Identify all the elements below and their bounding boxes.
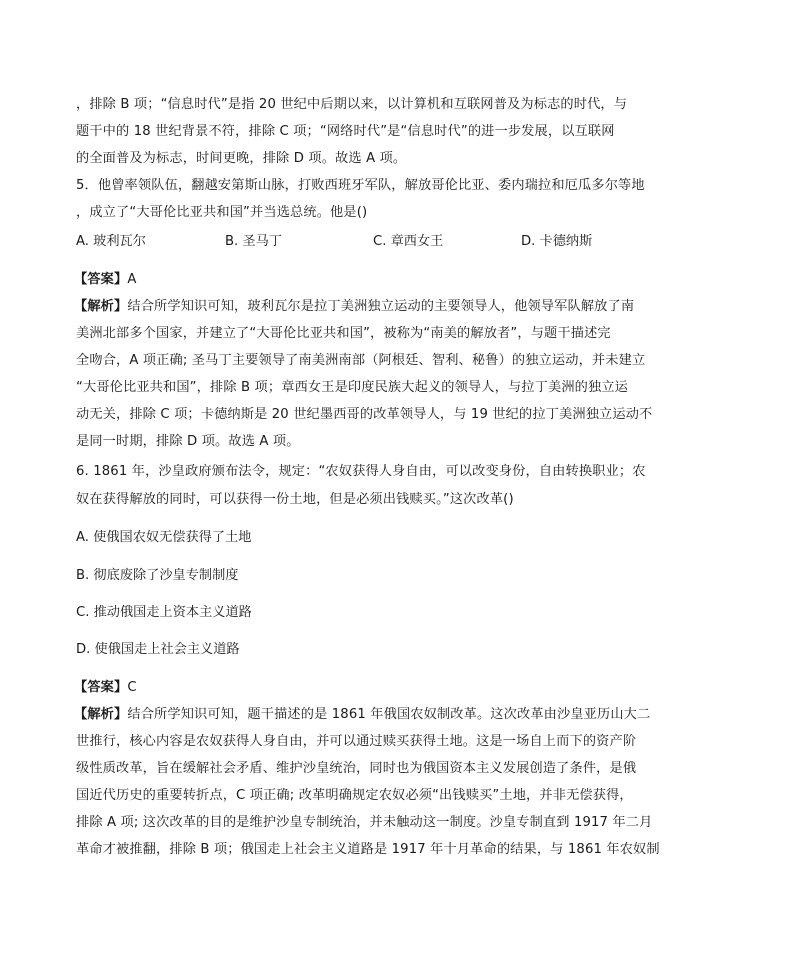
q6-analysis-line: 级性质改革，旨在缓解社会矛盾、维护沙皇统治，同时也为俄国资本主义发展创造了条件，是俄	[76, 761, 637, 776]
q6-option-b: B. 彻底废除了沙皇专制制度	[76, 568, 239, 583]
q6-answer	[74, 678, 137, 698]
analysis-text: 结合所学知识可知，题干描述的是 1861 年俄国农奴制改革。这次改革由沙皇亚历山大二	[127, 707, 651, 722]
q6-option-a: A. 使俄国农奴无偿获得了土地	[76, 530, 252, 545]
q5-option-a: A. 玻利瓦尔	[76, 234, 146, 249]
q6-option-d: D. 使俄国走上社会主义道路	[76, 642, 240, 657]
q4-analysis-line: 题干中的 18 世纪背景不符，排除 C 项；“网络时代”是“信息时代”的进一步发展，以互联网	[76, 124, 615, 139]
q5-analysis-line: 美洲北部多个国家，并建立了“大哥伦比亚共和国”，被称为“南美的解放者”，与题干描述完	[76, 326, 611, 341]
q6-stem-line: 6. 1861 年，沙皇政府颁布法令，规定：“农奴获得人身自由，可以改变身份，自由转换职业；农	[76, 464, 646, 479]
q6-analysis-line: 排除 A 项; 这次改革的目的是维护沙皇专制统治，并未触动这一制度。沙皇专制直到 1917 年二月	[76, 815, 653, 830]
q6-analysis-line: 革命才被推翻，排除 B 项；俄国走上社会主义道路是 1917 年十月革命的结果，与 1861 年农奴制	[76, 842, 660, 857]
answer-label: 【答案】	[74, 272, 128, 287]
answer-label: 【答案】	[74, 680, 128, 695]
analysis-text: 结合所学知识可知，玻利瓦尔是拉丁美洲独立运动的主要领导人，他领导军队解放了南	[127, 299, 635, 314]
answer-value: C	[127, 680, 137, 695]
analysis-label: 【解析】	[74, 299, 128, 314]
q5-option-c: C. 章西女王	[373, 234, 444, 249]
q5-option-d: D. 卡德纳斯	[521, 234, 593, 249]
q6-analysis-line	[74, 705, 650, 725]
q5-stem-line: ，成立了“大哥伦比亚共和国”并当选总统。他是()	[76, 205, 368, 220]
q5-analysis-line: 是同一时期，排除 D 项。故选 A 项。	[76, 434, 300, 449]
q4-analysis-line: 的全面普及为标志，时间更晚，排除 D 项。故选 A 项。	[76, 151, 407, 166]
answer-value: A	[127, 272, 137, 287]
q5-option-b: B. 圣马丁	[225, 234, 282, 249]
q5-answer	[74, 270, 137, 290]
q6-option-c: C. 推动俄国走上资本主义道路	[76, 605, 252, 620]
q5-analysis-line: 动无关，排除 C 项；卡德纳斯是 20 世纪墨西哥的改革领导人，与 19 世纪的拉丁美洲独立运动不	[76, 407, 653, 422]
q5-stem-line: 5．他曾率领队伍，翻越安第斯山脉，打败西班牙军队，解放哥伦比亚、委内瑞拉和厄瓜多尔等地	[76, 178, 645, 193]
q4-analysis-line: ，排除 B 项；“信息时代”是指 20 世纪中后期以来，以计算机和互联网普及为标志的时代，与	[76, 97, 628, 112]
q5-analysis-line	[74, 297, 634, 317]
q6-analysis-line: 国近代历史的重要转折点，C 项正确; 改革明确规定农奴必须“出钱赎买”土地，并非无偿获得，	[76, 788, 633, 803]
q6-stem-line: 奴在获得解放的同时，可以获得一份土地，但是必须出钱赎买。”这次改革()	[76, 492, 514, 507]
analysis-label: 【解析】	[74, 707, 128, 722]
q5-analysis-line: 全吻合，A 项正确; 圣马丁主要领导了南美洲南部（阿根廷、智利、秘鲁）的独立运动，并未建立	[76, 353, 646, 368]
q6-analysis-line: 世推行，核心内容是农奴获得人身自由，并可以通过赎买获得土地。这是一场自上而下的资产阶	[76, 734, 637, 749]
q5-analysis-line: “大哥伦比亚共和国”，排除 B 项；章西女王是印度民族大起义的领导人，与拉丁美洲的独立运	[76, 380, 629, 395]
